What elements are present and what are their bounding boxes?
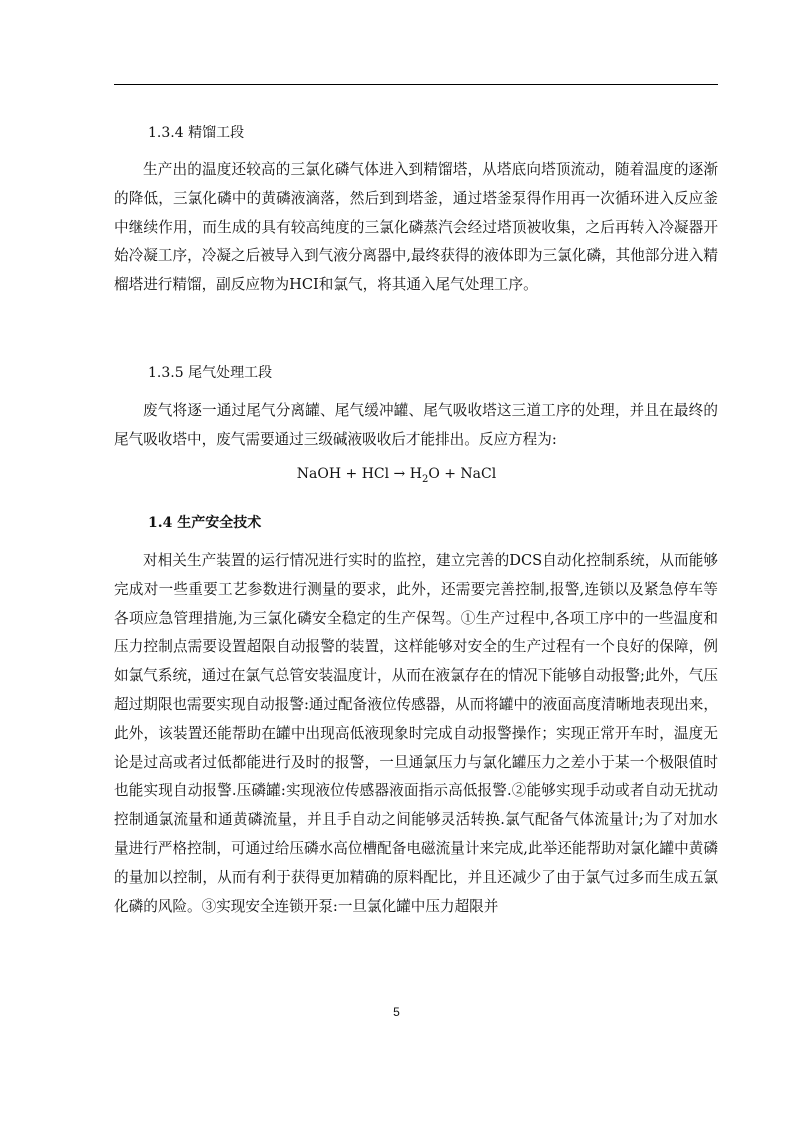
section-1-3-5-heading: 1.3.5 尾气处理工段	[148, 365, 273, 381]
page-number: 5	[393, 1005, 400, 1019]
section-1-4-heading: 1.4 生产安全技术	[148, 515, 262, 531]
section-1-3-4-heading: 1.3.4 精馏工段	[148, 125, 245, 141]
section-1-3-5-paragraph: 废气将逐一通过尾气分离罐、尾气缓冲罐、尾气吸收塔这三道工序的处理，并且在最终的尾气吸收塔中，废气需要通过三级碱液吸收后才能排出。反应方程为:	[114, 402, 718, 448]
equation-subscript: 2	[421, 473, 429, 485]
section-1-3-4-paragraph: 生产出的温度还较高的三氯化磷气体进入到精馏塔，从塔底向塔顶流动，随着温度的逐渐的降低，三氯化磷中的黄磷液滴落，然后到到塔釜，通过塔釜泵得作用再一次循环进入反应釜中继续作用，而生成的具有较高纯度的三氯化磷蒸汽会经过塔顶被收集，之后再转入冷凝器开始冷凝工序，冷凝之后被导入到气液分离器中,最终获得的液体即为三氯化磷，其他部分进入精榴塔进行精馏，副反应物为HCI和氯气，将其通入尾气处理工序。	[114, 161, 718, 294]
equation-right: O + NaCl	[428, 466, 497, 482]
header-rule	[114, 84, 718, 85]
section-1-4-paragraph: 对相关生产装置的运行情况进行实时的监控，建立完善的DCS自动化控制系统，从而能够完成对一些重要工艺参数进行测量的要求，此外，还需要完善控制,报警,连锁以及紧急停车等各项应急管理措施,为三氯化磷安全稳定的生产保驾。①生产过程中,各项工序中的一些温度和压力控制点需要设置超限自动报警的装置，这样能够对安全的生产过程有一个良好的保障，例如氯气系统，通过在氯气总管安装温度计，从而在液氯存在的情况下能够自动报警;此外，气压超过期限也需要实现自动报警:通过配备液位传感器，从而将罐中的液面高度清晰地表现出来，此外，该装置还能帮助在罐中出现高低液现象时完成自动报警操作；实现正常开车时，温度无论是过高或者过低都能进行及时的报警，一旦通氯压力与氯化罐压力之差小于某一个极限值时也能实现自动报警.压磷罐:实现液位传感器液面指示高低报警.②能够实现手动或者自动无扰动控制通氯流量和通黄磷流量，并且手自动之间能够灵活转换.氯气配备气体流量计;为了对加水量进行严格控制，可通过给压磷水高位槽配备电磁流量计来完成,此举还能帮助对氯化罐中黄磷的量加以控制，从而有利于获得更加精确的原料配比，并且还减少了由于氯气过多而生成五氯化磷的风险。③实现安全连锁开泵:一旦氯化罐中压力超限并	[114, 552, 718, 915]
reaction-equation	[0, 466, 793, 485]
equation-left: NaOH + HCl → H	[296, 466, 422, 482]
